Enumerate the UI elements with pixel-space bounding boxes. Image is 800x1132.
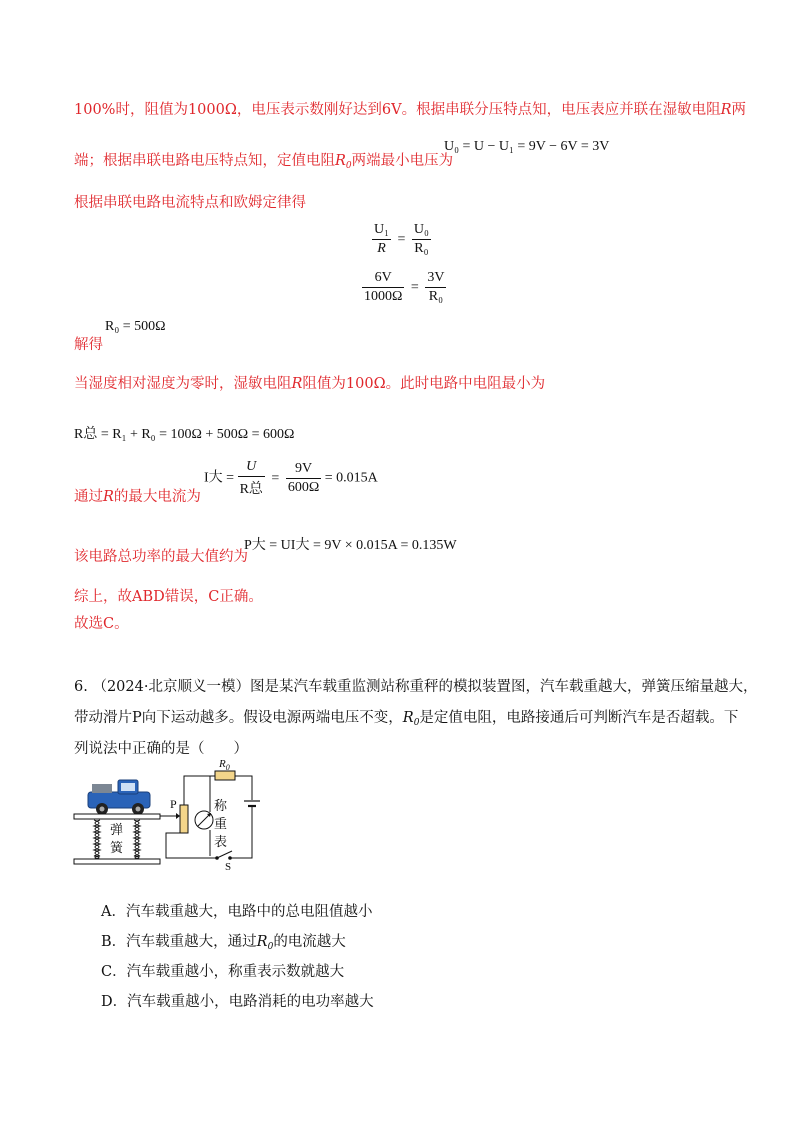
- equation-i-max: I大 = $\frac{U}{\text{R总}}$ = $\frac{9V}{600\Omega}$ = 0.015A: [204, 459, 378, 497]
- option-c-text: 汽车载重越小，称重表示数就越大: [126, 964, 345, 980]
- equation-p-max: P大 = UI大 = 9V × 0.015A = 0.135W: [244, 538, 457, 553]
- option-b-text-a: 汽车载重越大，通过: [126, 934, 257, 950]
- equation-r-total: R总 = R₁ + R₀ = 100Ω + 500Ω = 600Ω: [74, 427, 295, 442]
- option-a-letter: A．: [101, 904, 126, 920]
- symbol-r0-sub: 0: [345, 161, 352, 171]
- meter-icon: [195, 810, 213, 829]
- fraction-numerator: U₁: [372, 222, 391, 240]
- fraction-denominator: R总: [239, 482, 263, 497]
- option-c-letter: C．: [101, 964, 127, 980]
- option-b-letter: B．: [101, 934, 127, 950]
- equation-ratio-numeric: $\frac{6V}{1000\Omega}$ = $\frac{3V}{\text{R₀}}$: [364, 270, 445, 304]
- symbol-r: R: [103, 489, 114, 505]
- solution-line-3: 根据串联电路电流特点和欧姆定律得: [74, 195, 306, 211]
- question-text-1: 图是某汽车载重监测站称重秤的模拟装置图，汽车载重越大，弹簧压缩量越大，: [249, 679, 758, 695]
- fraction-9v-600ohm: [286, 461, 321, 496]
- solution-line-5: [74, 485, 201, 506]
- question-line-1: [74, 675, 757, 696]
- question-line-3: 列说法中正确的是（ ）: [74, 741, 248, 757]
- symbol-r: R: [291, 376, 303, 392]
- equation-i-max-lhs: I大 =: [204, 470, 235, 486]
- question-source: （2024·北京顺义一模）: [92, 679, 250, 695]
- solution-line-4-a: 当湿度相对湿度为零时，湿敏电阻: [74, 376, 292, 392]
- fraction-numerator: 9V: [286, 461, 321, 479]
- solution-line-1-tail: 两: [731, 102, 746, 118]
- option-b[interactable]: [101, 930, 346, 952]
- label-p: P: [170, 797, 177, 811]
- slider-p-arrow-icon: [176, 813, 180, 819]
- resistor-r0: [215, 771, 235, 780]
- solution-line-5-a: 通过: [74, 489, 103, 505]
- symbol-r0: R: [402, 710, 414, 726]
- solution-jiede: 解得: [74, 337, 103, 353]
- fraction-3v-r0: [425, 270, 446, 305]
- question-text-2-a: 带动滑片P向下运动越多。假设电源两端电压不变，: [74, 710, 403, 726]
- question-line-2: [74, 706, 738, 728]
- fraction-numerator: U: [238, 459, 265, 477]
- spring-label-1: 弹: [110, 823, 124, 838]
- meter-label-3: 表: [214, 835, 228, 850]
- symbol-r0: R: [256, 934, 268, 950]
- option-b-text-b: 的电流越大: [273, 934, 346, 950]
- spring-right-icon: [134, 820, 140, 859]
- spring-label-2: 簧: [110, 841, 124, 856]
- fraction-denominator: 600Ω: [287, 480, 320, 495]
- equation-i-max-rhs: = 0.015A: [324, 470, 378, 486]
- label-s: S: [225, 861, 232, 870]
- solution-line-1-text: 100%时，阻值为1000Ω，电压表示数刚好达到6V。根据串联分压特点知，电压表应并联在湿敏电阻: [74, 102, 721, 118]
- rheostat: [180, 805, 188, 833]
- option-c[interactable]: [101, 960, 344, 981]
- equation-u0: U₀ = U − U₁ = 9V − 6V = 3V: [444, 139, 610, 154]
- option-d-text: 汽车载重越小，电路消耗的电功率越大: [127, 994, 374, 1010]
- solution-line-2: [74, 149, 453, 171]
- solution-line-2-a: 端；根据串联电路电压特点知，定值电阻: [74, 153, 335, 169]
- battery-icon: [244, 801, 260, 812]
- spring-left-icon: [94, 820, 100, 859]
- option-d-letter: D．: [101, 994, 128, 1010]
- solution-line-6: 该电路总功率的最大值约为: [74, 549, 248, 565]
- option-a[interactable]: [101, 900, 372, 921]
- fraction-denominator: R: [377, 241, 386, 256]
- fraction-numerator: U₀: [412, 222, 431, 240]
- solution-line-4: [74, 372, 545, 393]
- fraction-numerator: 6V: [362, 270, 404, 288]
- fraction-denominator: 1000Ω: [364, 289, 403, 304]
- weighing-scale-circuit-diagram: [70, 760, 270, 870]
- fraction-u1-r: [372, 222, 391, 257]
- switch-icon: [215, 851, 232, 860]
- fraction-denominator: R₀: [414, 241, 429, 256]
- symbol-r0-sub: 0: [267, 942, 274, 952]
- fraction-numerator: 3V: [425, 270, 446, 288]
- scale-base: [74, 859, 160, 864]
- equation-ratio-symbolic: $\frac{\text{U₁}}{R}$ = $\frac{\text{U₀}}{\text{R₀}}$: [374, 222, 429, 256]
- label-r0: $R_0$: [219, 760, 230, 772]
- meter-label-2: 重: [214, 817, 228, 832]
- fraction-6v-1000ohm: [362, 270, 404, 305]
- equation-r0: R₀ = 500Ω: [105, 319, 166, 334]
- meter-label-1: 称: [214, 799, 228, 814]
- solution-line-1: [74, 98, 746, 119]
- symbol-r0-sub: 0: [413, 718, 420, 728]
- option-a-text: 汽车载重越大，电路中的总电阻值越小: [125, 904, 373, 920]
- scale-plate: [74, 814, 160, 819]
- symbol-r: R: [720, 102, 732, 118]
- question-text-2-b: 是定值电阻，电路接通后可判断汽车是否超载。下: [419, 710, 739, 726]
- fraction-u0-r0: [412, 222, 431, 257]
- question-number: 6.: [74, 679, 88, 695]
- truck-icon: [88, 780, 150, 815]
- solution-line-7: 综上，故ABD错误，C正确。: [74, 589, 263, 605]
- solution-line-8: 故选C。: [74, 616, 129, 632]
- fraction-denominator: R₀: [428, 289, 443, 304]
- symbol-r0: R: [335, 153, 346, 169]
- fraction-u-rtotal: [238, 459, 265, 498]
- option-d[interactable]: [101, 990, 374, 1011]
- solution-line-4-b: 阻值为100Ω。此时电路中电阻最小为: [302, 376, 546, 392]
- solution-line-2-b: 两端最小电压为: [351, 153, 454, 169]
- solution-line-5-b: 的最大电流为: [113, 489, 201, 505]
